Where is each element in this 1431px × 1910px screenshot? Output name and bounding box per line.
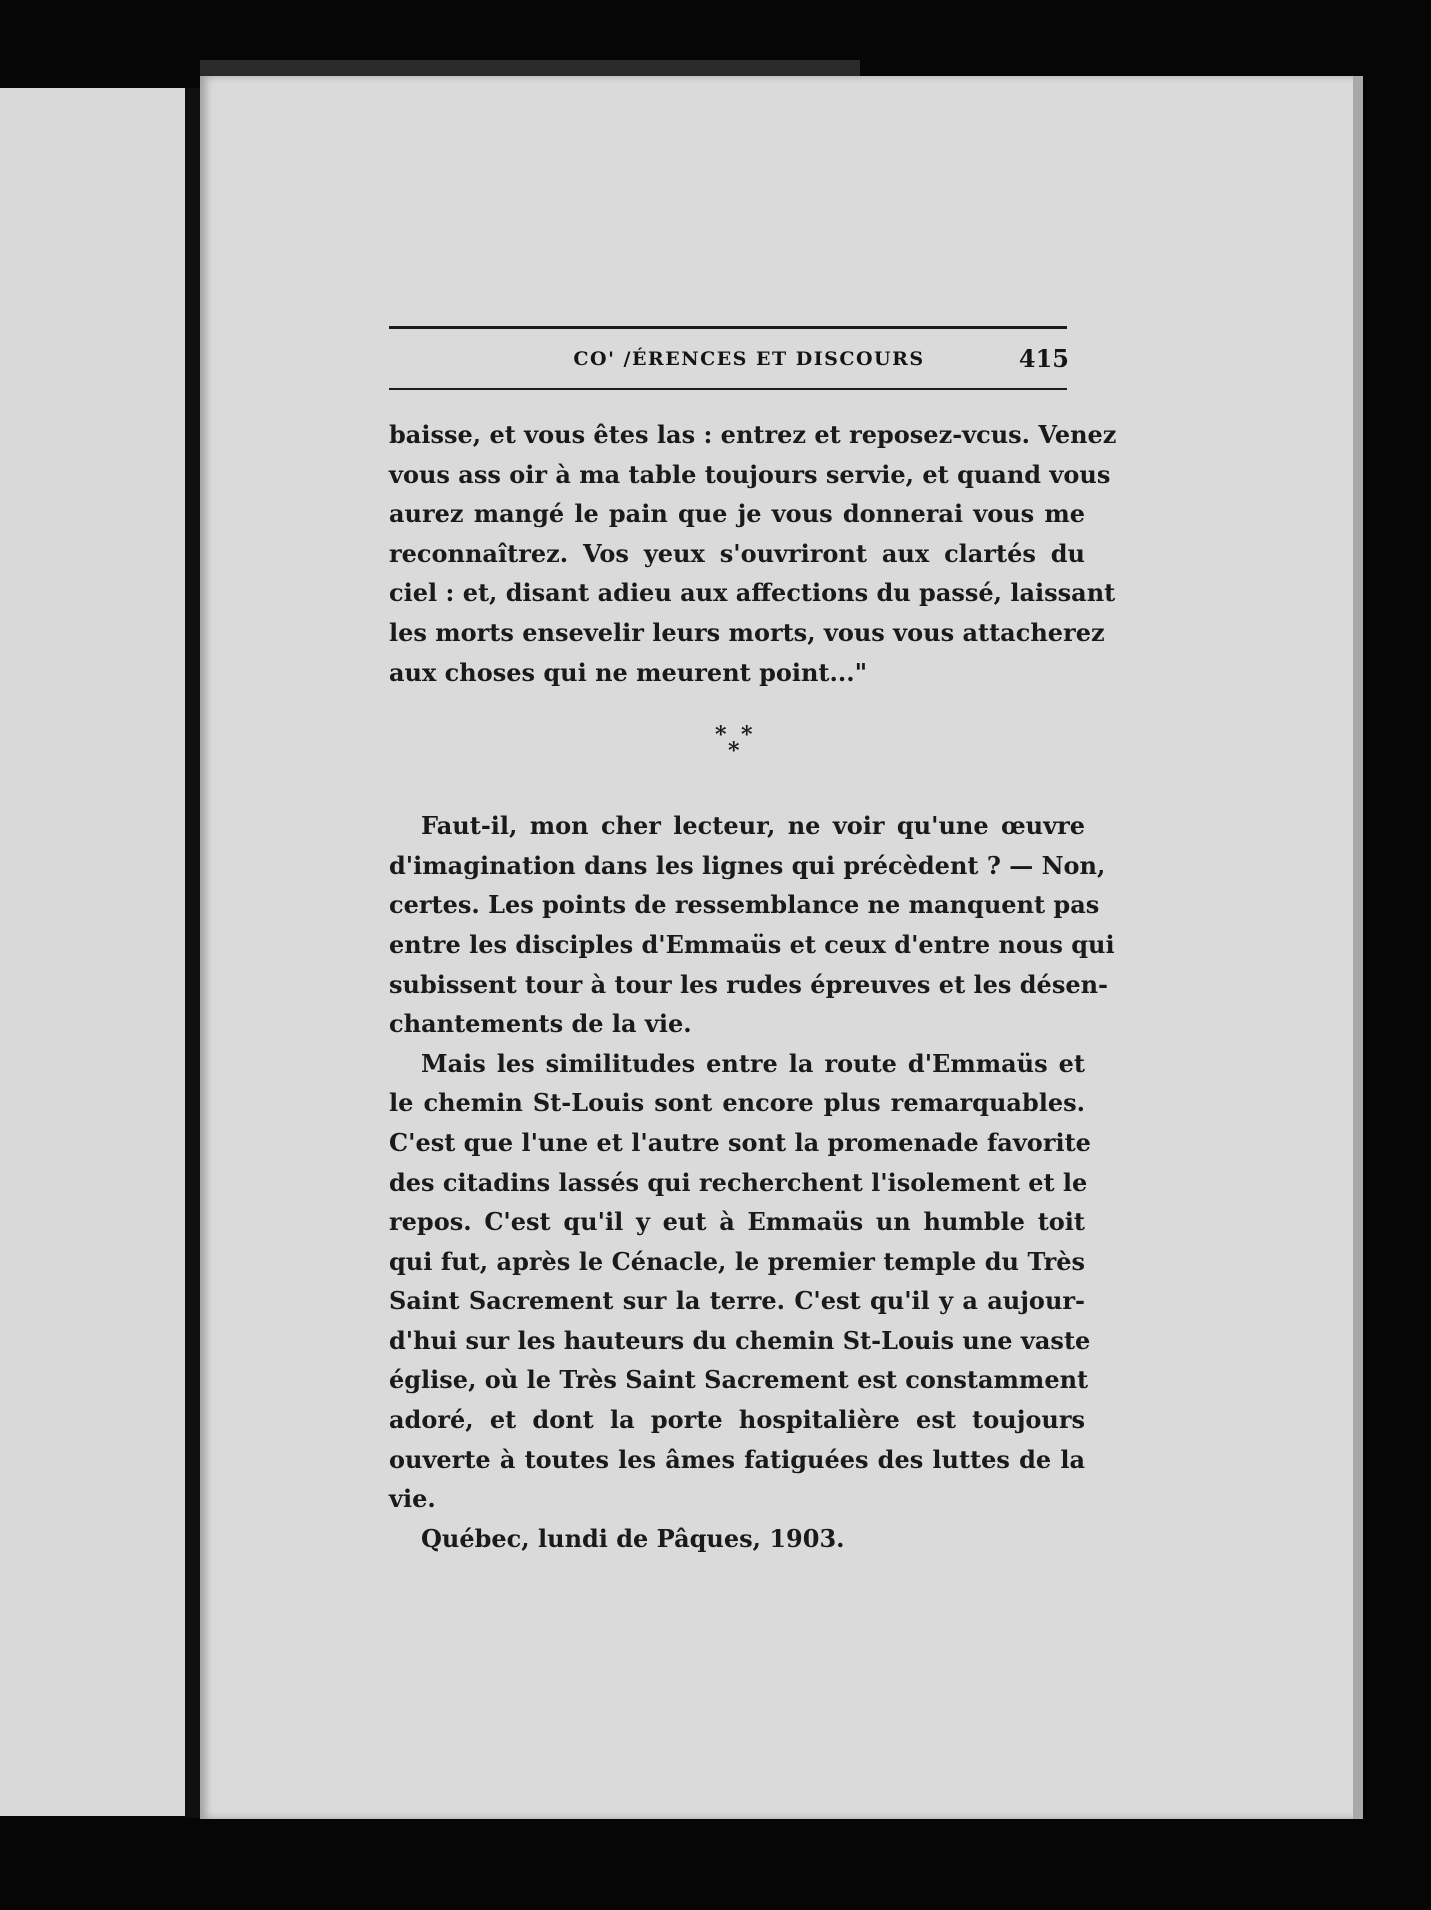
text-line: adoré, et dont la porte hospitalière est toujours	[389, 1405, 1085, 1435]
asterism-star: *	[741, 722, 753, 749]
text-line: d'hui sur les hauteurs du chemin St-Louis une vaste	[389, 1325, 1091, 1355]
text-line: le chemin St-Louis sont encore plus remarquables.	[389, 1088, 1085, 1118]
text-line: chantements de la vie.	[389, 1009, 692, 1039]
text-line: certes. Les points de ressemblance ne manquent pas	[389, 890, 1100, 920]
text-line: des citadins lassés qui recherchent l'isolement et le	[389, 1167, 1088, 1197]
text-line: Faut-il, mon cher lecteur, ne voir qu'une œuvre	[421, 811, 1085, 841]
dateline: Québec, lundi de Pâques, 1903.	[421, 1523, 845, 1553]
body-text	[389, 415, 1117, 1558]
text-line: Saint Sacrement sur la terre. C'est qu'il y a aujour-	[389, 1286, 1085, 1316]
text-line: aux choses qui ne meurent point..."	[389, 657, 868, 687]
header-rule-top	[389, 326, 1067, 329]
running-head	[389, 322, 1069, 394]
text-line: subissent tour à tour les rudes épreuves et les désen-	[389, 969, 1109, 999]
text-line: C'est que l'une et l'autre sont la promenade favorite	[389, 1127, 1091, 1157]
asterism-star: *	[728, 738, 740, 765]
text-line: Mais les similitudes entre la route d'Emmaüs et	[421, 1048, 1085, 1078]
book-gutter	[185, 88, 201, 1818]
text-line: les morts ensevelir leurs morts, vous vous attacherez	[389, 617, 1105, 647]
text-line: qui fut, après le Cénacle, le premier temple du Très	[389, 1246, 1085, 1276]
text-line: vie.	[389, 1484, 436, 1514]
text-line: repos. C'est qu'il y eut à Emmaüs un humble toit	[389, 1207, 1085, 1237]
asterism-separator	[389, 704, 1085, 794]
paragraph	[389, 1044, 1091, 1519]
text-line: baisse, et vous êtes las : entrez et reposez-vcus. Venez	[389, 420, 1117, 449]
paragraph	[389, 806, 1115, 1044]
paragraph-continued	[389, 415, 1117, 692]
text-line: entre les disciples d'Emmaüs et ceux d'entre nous qui	[389, 929, 1115, 959]
text-line: vous ass oir à ma table toujours servie, et quand vous	[389, 459, 1111, 489]
text-line: reconnaîtrez. Vos yeux s'ouvriront aux clartés du	[389, 538, 1085, 568]
text-line: église, où le Très Saint Sacrement est constamment	[389, 1365, 1089, 1395]
running-head-title: CO' /ÉRENCES ET DISCOURS	[573, 348, 925, 370]
text-line: d'imagination dans les lignes qui précèdent ? — Non,	[389, 850, 1106, 880]
page-edge-strip	[1353, 76, 1363, 1819]
header-rule-bottom	[389, 388, 1067, 390]
text-line: ciel : et, disant adieu aux affections du passé, laissant	[389, 578, 1116, 608]
asterism-star: *	[715, 722, 727, 749]
page-number: 415	[1018, 344, 1069, 373]
text-line: aurez mangé le pain que je vous donnerai vous me	[389, 499, 1085, 529]
text-line: ouverte à toutes les âmes fatiguées des luttes de la	[389, 1444, 1085, 1474]
facing-page-left	[0, 88, 185, 1816]
